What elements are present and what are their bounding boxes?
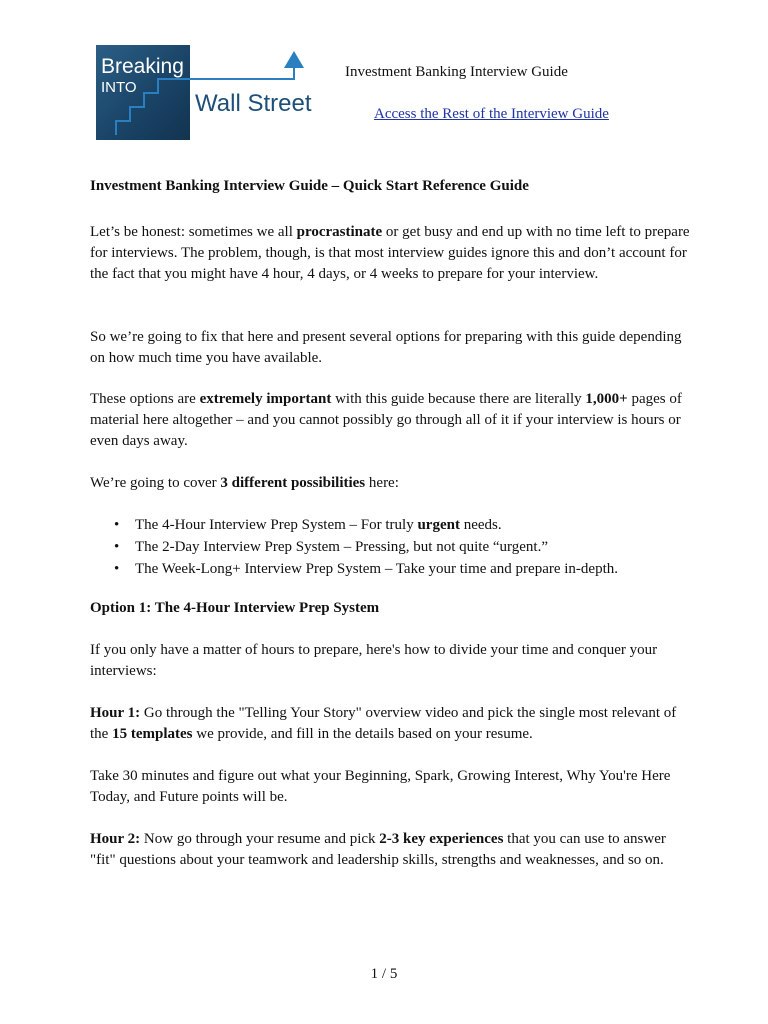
document-heading: Investment Banking Interview Guide – Quick Start Reference Guide (90, 178, 529, 194)
bullet-icon: • (114, 561, 120, 577)
paragraph-options: So we’re going to fix that here and present several options for preparing with this guide depending on how much time you have available. (90, 329, 682, 366)
paragraph-hour-1: Hour 1: Go through the "Telling Your Story" overview video and pick the single most relevant of the 15 templates we provide, and fill in the details based on your resume. (90, 705, 677, 742)
logo-word-wall-street (195, 92, 311, 116)
prep-system-list (90, 514, 710, 580)
option1-heading: Option 1: The 4-Hour Interview Prep System (90, 600, 380, 616)
logo-word-street: Street (240, 90, 312, 117)
header-title: Investment Banking Interview Guide (345, 64, 568, 80)
breaking-into-wall-street-logo (96, 45, 312, 140)
page-number: 1 / 5 (370, 966, 398, 982)
bullet-icon: • (114, 517, 120, 533)
paragraph-30-minutes: Take 30 minutes and figure out what your Beginning, Spark, Growing Interest, Why You're Here Today, and Future points will be. (90, 768, 671, 805)
bullet-icon: • (114, 539, 120, 555)
paragraph-hours: If you only have a matter of hours to prepare, here's how to divide your time and conquer your interviews: (90, 642, 658, 679)
access-guide-link[interactable]: Access the Rest of the Interview Guide (374, 106, 609, 122)
list-item: • The 2-Day Interview Prep System – Pressing, but not quite “urgent.” (90, 536, 710, 558)
paragraph-possibilities: We’re going to cover 3 different possibilities here: (90, 475, 399, 491)
paragraph-intro: Let’s be honest: sometimes we all procrastinate or get busy and end up with no time left to prepare for interviews. The problem, though, is that most interview guides ignore this and don’t account for the fact that you might have 4 hour, 4 days, or 4 weeks to prepare for your interview. (90, 224, 690, 282)
paragraph-hour-2: Hour 2: Now go through your resume and pick 2-3 key experiences that you can use to answer "fit" questions about your teamwork and leadership skills, strengths and weaknesses, and so on. (90, 831, 666, 868)
list-item: • The Week-Long+ Interview Prep System – Take your time and prepare in-depth. (90, 558, 710, 580)
list-item: • The 4-Hour Interview Prep System – For truly urgent needs. (90, 514, 710, 536)
logo-word-into: INTO (101, 79, 137, 96)
logo-word-wall: Wall (195, 90, 241, 117)
paragraph-importance: These options are extremely important with this guide because there are literally 1,000+ pages of material here altogether – and you cannot possibly go through all of it if your interview is hours or even days away. (90, 391, 682, 449)
logo-word-breaking: Breaking (101, 55, 184, 78)
